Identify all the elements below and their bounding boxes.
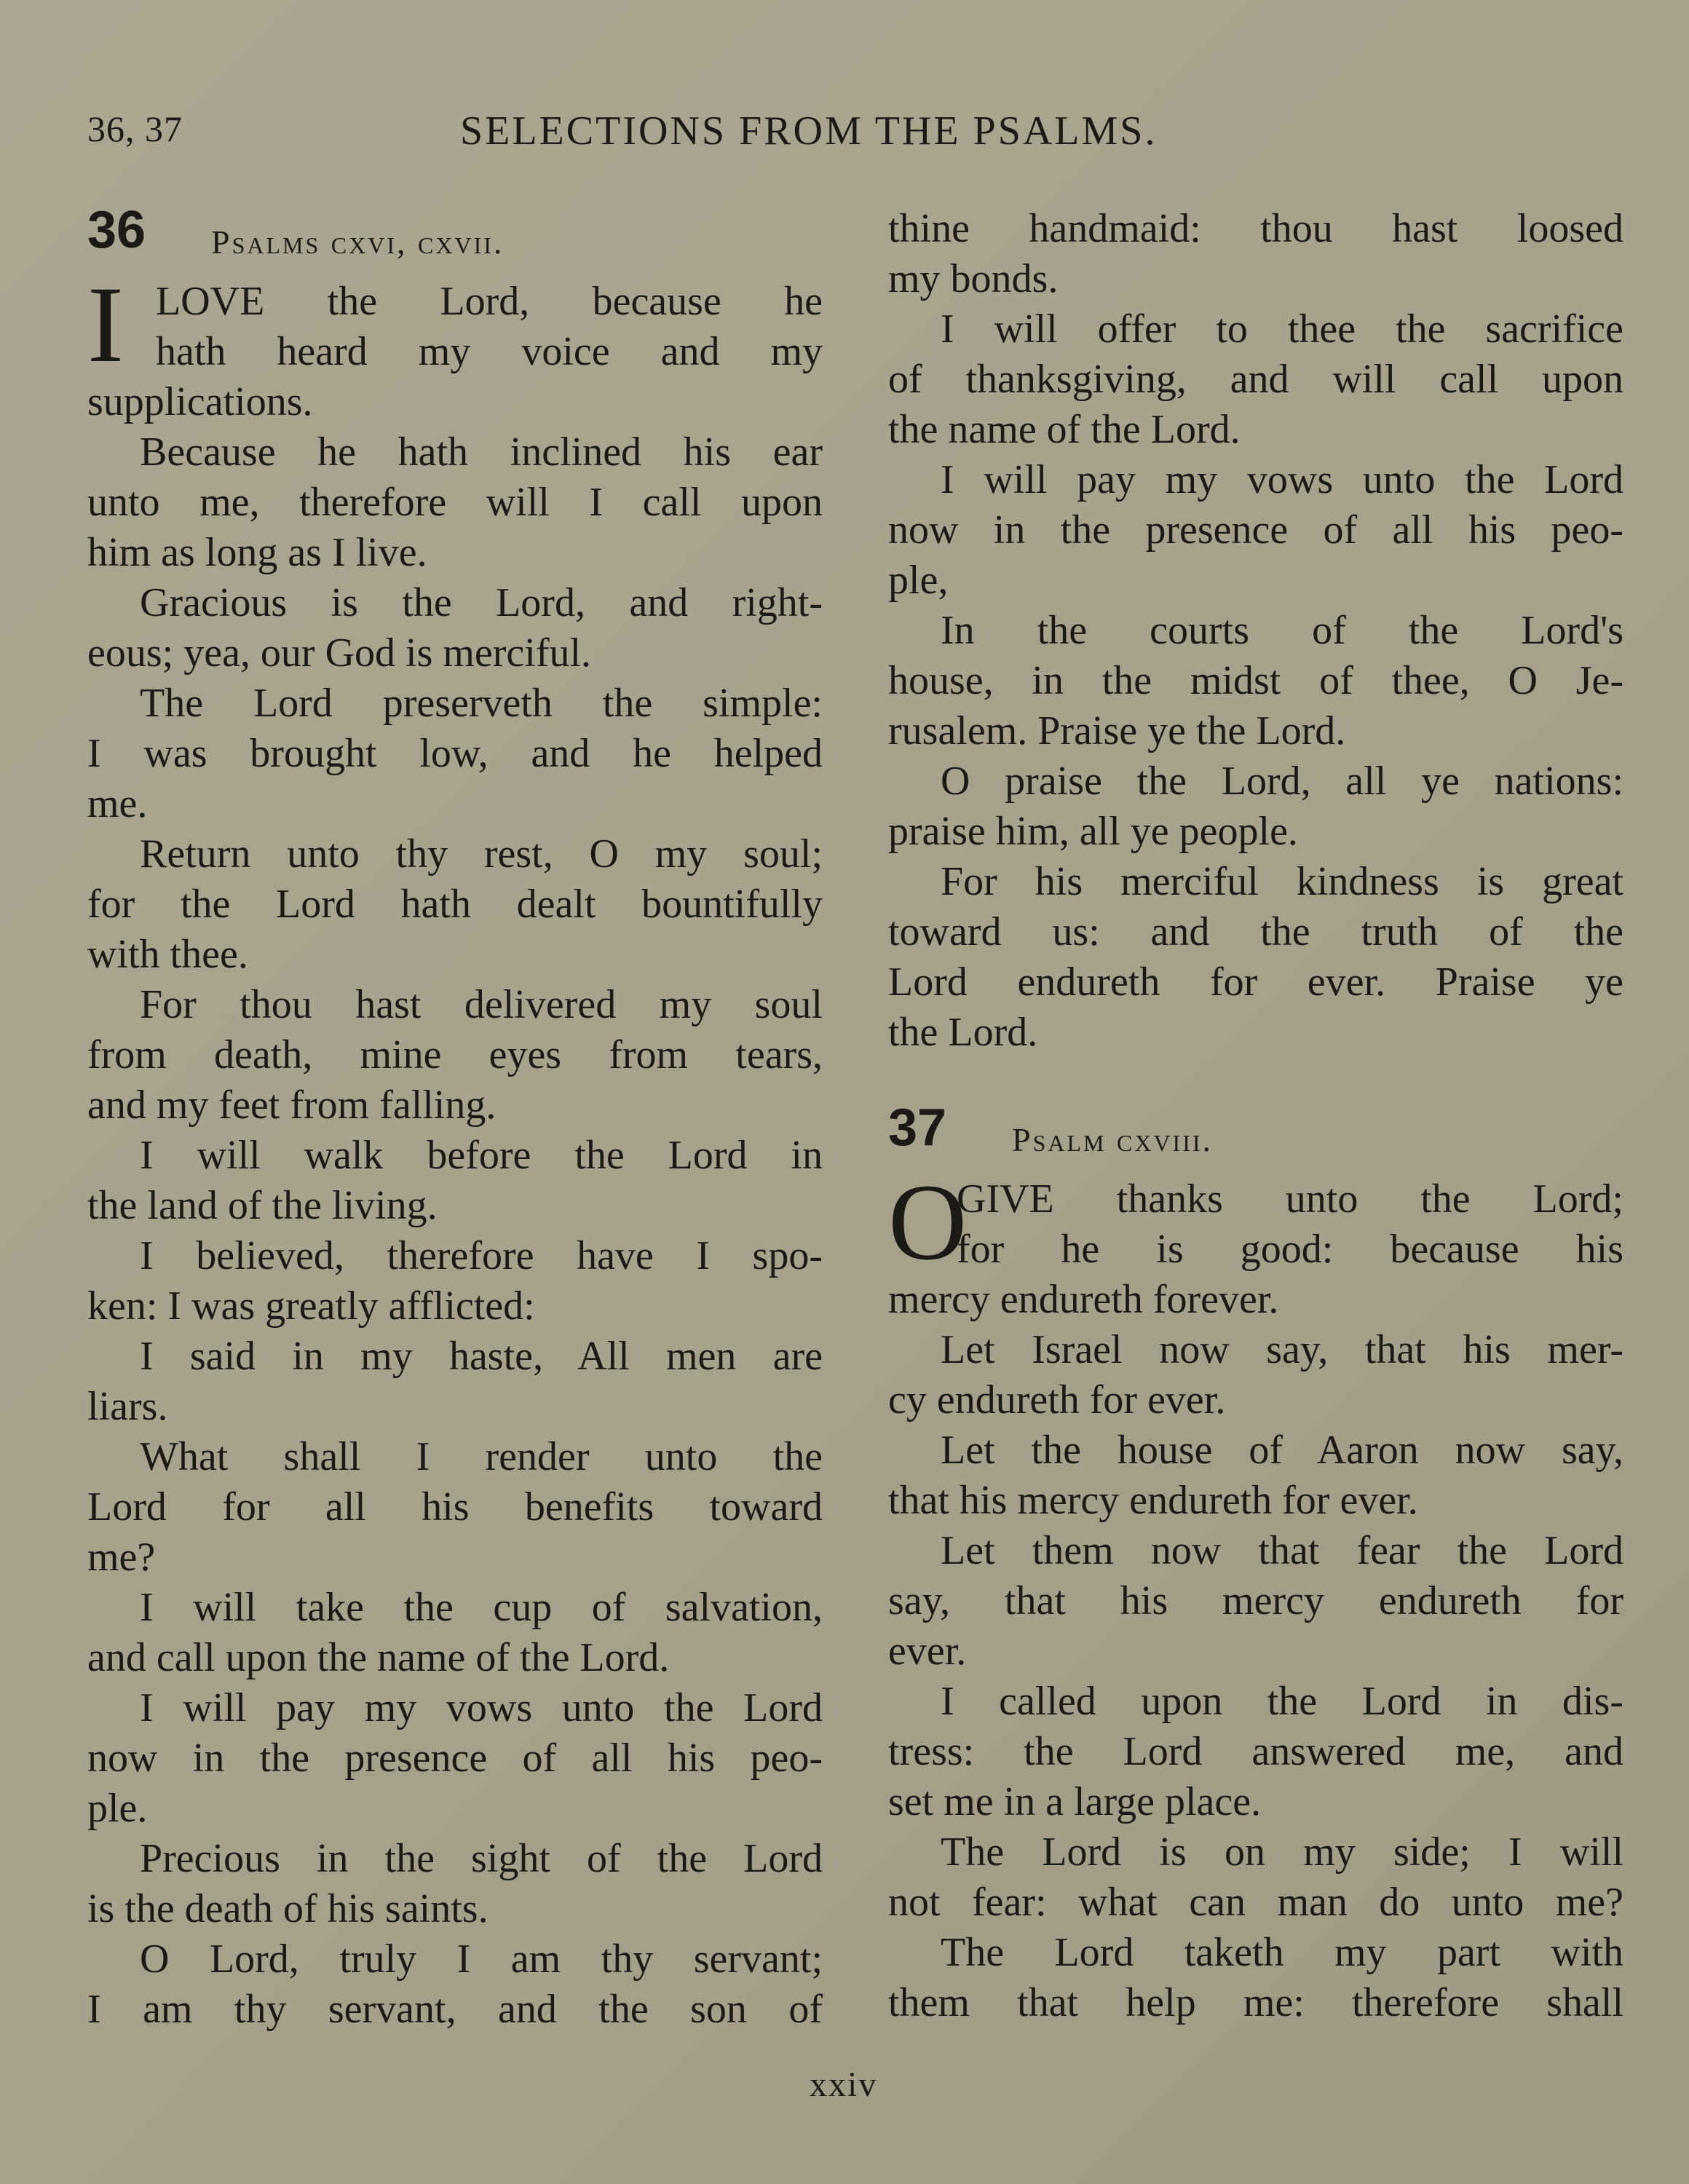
verse-line: I will pay my vows unto the Lord: [140, 1685, 823, 1730]
right-column: [888, 204, 1623, 2028]
verse-line: ever.: [888, 1629, 967, 1674]
verse-line: mercy endureth forever.: [888, 1277, 1279, 1322]
verse-line: thine handmaid: thou hast loosed: [888, 206, 1623, 251]
running-title: SELECTIONS FROM THE PSALMS.: [460, 108, 1158, 154]
verse-line: I said in my haste, All men are: [140, 1334, 823, 1379]
psalm-opening: [87, 264, 823, 385]
verse-line: GIVE thanks unto the Lord;: [957, 1176, 1623, 1222]
verse-line: from death, mine eyes from tears,: [87, 1032, 823, 1077]
verse-line: I will pay my vows unto the Lord: [941, 457, 1623, 502]
verse-line: not fear: what can man do unto me?: [888, 1880, 1623, 1925]
verse-line: What shall I render unto the: [140, 1434, 823, 1479]
verse-line: Lord for all his benefits toward: [87, 1484, 823, 1530]
verse-line: I was brought low, and he helped: [87, 731, 823, 776]
verse-line: supplications.: [87, 379, 313, 424]
verse-line: Return unto thy rest, O my soul;: [140, 831, 823, 877]
psalm-heading: [87, 201, 823, 277]
verse-line: I will walk before the Lord in: [140, 1133, 823, 1178]
page-numbers: 36, 37: [87, 108, 183, 149]
left-column: [87, 201, 823, 2035]
section-gap: [888, 1058, 1623, 1101]
verse-line: I called upon the Lord in dis-: [941, 1679, 1623, 1724]
verse-line: I am thy servant, and the son of: [87, 1987, 823, 2032]
verse-line: of thanksgiving, and will call upon: [888, 357, 1623, 402]
verse-line: ple,: [888, 558, 949, 603]
verse-line: Let them now that fear the Lord: [941, 1528, 1623, 1573]
verse-line: hath heard my voice and my: [156, 329, 823, 374]
drop-cap: I: [87, 264, 124, 385]
verse-line: I will offer to thee the sacrifice: [941, 306, 1623, 352]
verse-line: set me in a large place.: [888, 1779, 1262, 1824]
verse-line: for he is good: because his: [957, 1227, 1623, 1272]
psalm-heading: [888, 1101, 1623, 1174]
verse-line: unto me, therefore will I call upon: [87, 480, 823, 525]
verse-line: The Lord is on my side; I will: [941, 1829, 1623, 1875]
verse-line: and my feet from falling.: [87, 1083, 497, 1128]
verse-line: Because he hath inclined his ear: [140, 430, 823, 475]
verse-line: eous; yea, our God is merciful.: [87, 630, 592, 676]
verse-line: the land of the living.: [87, 1183, 438, 1228]
verse-line: the Lord.: [888, 1010, 1038, 1055]
psalm-number: 37: [888, 1099, 947, 1157]
verse-line: is the death of his saints.: [87, 1886, 488, 1931]
verse-line: now in the presence of all his peo-: [888, 507, 1623, 553]
verse-line: now in the presence of all his peo-: [87, 1736, 823, 1781]
verse-line: me?: [87, 1535, 156, 1580]
verse-line: Lord endureth for ever. Praise ye: [888, 960, 1623, 1005]
verse-line: Let Israel now say, that his mer-: [941, 1327, 1623, 1372]
verse-line: for the Lord hath dealt bountifully: [87, 882, 823, 927]
verse-line: liars.: [87, 1384, 168, 1429]
verse-line: Precious in the sight of the Lord: [140, 1836, 823, 1881]
verse-line: tress: the Lord answered me, and: [888, 1729, 1623, 1774]
drop-cap: O: [888, 1162, 968, 1283]
verse-line: O Lord, truly I am thy servant;: [140, 1936, 823, 1982]
verse-line: For thou hast delivered my soul: [140, 982, 823, 1027]
verse-line: my bonds.: [888, 256, 1059, 301]
verse-line: the name of the Lord.: [888, 407, 1241, 452]
verse-line: and call upon the name of the Lord.: [87, 1635, 670, 1680]
verse-line: with thee.: [87, 932, 248, 977]
running-header: [87, 108, 1536, 166]
verse-line: LOVE the Lord, because he: [156, 279, 823, 324]
verse-line: In the courts of the Lord's: [941, 608, 1623, 653]
verse-line: Gracious is the Lord, and right-: [140, 580, 823, 625]
verse-line: rusalem. Praise ye the Lord.: [888, 708, 1346, 753]
verse-line: ple.: [87, 1786, 148, 1831]
folio: xxiv: [810, 2065, 878, 2104]
psalm-number: 36: [87, 201, 146, 259]
verse-line: that his mercy endureth for ever.: [888, 1478, 1418, 1523]
verse-line: him as long as I live.: [87, 530, 427, 575]
verse-line: The Lord preserveth the simple:: [140, 681, 823, 726]
verse-line: For his merciful kindness is great: [941, 859, 1623, 904]
verse-line: cy endureth for ever.: [888, 1377, 1226, 1423]
verse-line: them that help me: therefore shall: [888, 1980, 1623, 2025]
psalm-opening: [888, 1162, 1623, 1283]
verse-line: Let the house of Aaron now say,: [941, 1428, 1623, 1473]
verse-line: house, in the midst of thee, O Je-: [888, 658, 1623, 703]
psalm-reference: Psalms cxvi, cxvii.: [211, 223, 505, 261]
verse-line: ken: I was greatly afflicted:: [87, 1283, 535, 1329]
verse-line: praise him, all ye people.: [888, 809, 1298, 854]
verse-line: toward us: and the truth of the: [888, 909, 1623, 954]
verse-line: I believed, therefore have I spo-: [140, 1233, 823, 1278]
psalm-reference: Psalm cxviii.: [1012, 1121, 1214, 1158]
verse-line: O praise the Lord, all ye nations:: [941, 759, 1623, 804]
verse-line: The Lord taketh my part with: [941, 1930, 1623, 1975]
verse-line: say, that his mercy endureth for: [888, 1578, 1623, 1623]
verse-line: I will take the cup of salvation,: [140, 1585, 823, 1630]
verse-line: me.: [87, 781, 148, 826]
